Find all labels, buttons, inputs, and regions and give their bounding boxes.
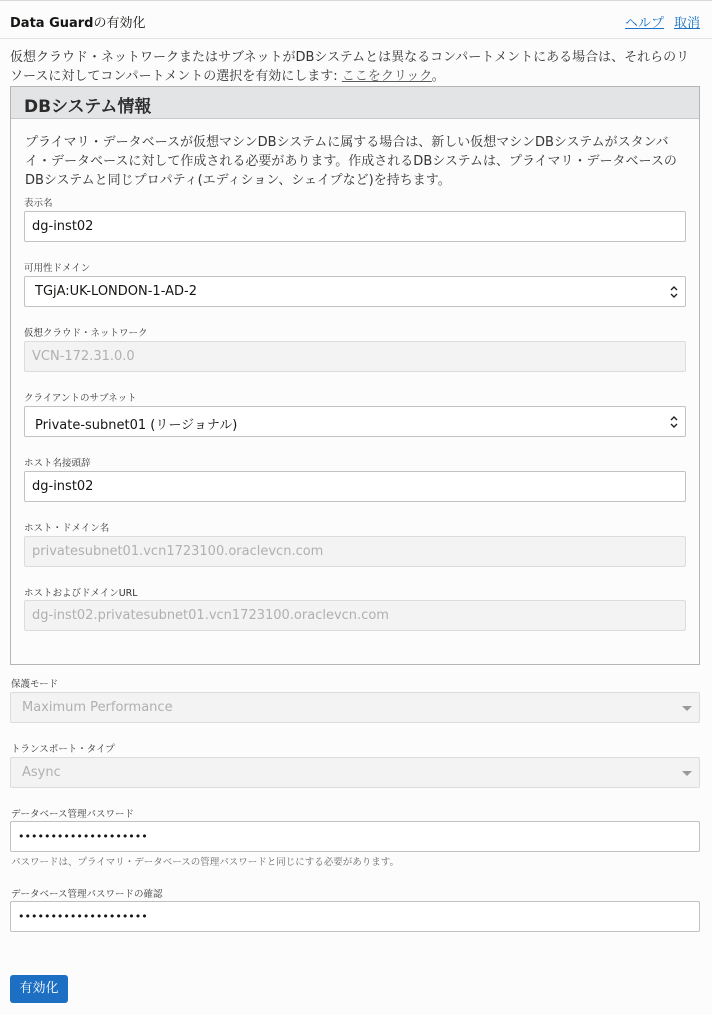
intro-text: 仮想クラウド・ネットワークまたはサブネットがDBシステムとは異なるコンパートメントにある場合は、それらのリソースに対してコンパートメントの選択を有効にします:	[10, 50, 690, 84]
display-name-input[interactable]: dg-inst02	[24, 211, 686, 242]
host-domain-url-field: dg-inst02.privatesubnet01.vcn1723100.oraclevcn.com	[24, 600, 686, 631]
availability-domain-select[interactable]	[24, 276, 686, 307]
dialog-title-bold: Data Guard	[10, 16, 94, 31]
caret-down-icon	[682, 706, 692, 711]
host-domain-url-label: ホストおよびドメインURL	[24, 588, 138, 599]
vcn-field: VCN-172.31.0.0	[24, 341, 686, 372]
admin-password-confirm-label: データベース管理パスワードの確認	[11, 889, 163, 900]
client-subnet-select[interactable]	[24, 406, 686, 437]
protection-mode-value: Maximum Performance	[22, 700, 173, 715]
help-link[interactable]: ヘルプ	[624, 16, 664, 31]
protection-mode-select	[10, 692, 700, 723]
dialog-title-rest: の有効化	[93, 16, 146, 31]
intro-suffix: 。	[431, 69, 445, 84]
header-links	[615, 12, 700, 31]
hostname-prefix-input[interactable]: dg-inst02	[24, 471, 686, 502]
vcn-label: 仮想クラウド・ネットワーク	[24, 328, 148, 339]
admin-password-input[interactable]: ••••••••••••••••••••	[10, 821, 700, 852]
client-subnet-label: クライアントのサブネット	[24, 393, 137, 404]
updown-chevron-icon	[669, 414, 679, 430]
db-system-panel	[10, 86, 700, 665]
caret-down-icon	[682, 771, 692, 776]
dialog-header	[0, 0, 712, 39]
cancel-link[interactable]: 取消	[673, 16, 700, 31]
panel-title: DBシステム情報	[11, 87, 699, 119]
availability-domain-label: 可用性ドメイン	[24, 263, 91, 274]
panel-description: プライマリ・データベースが仮想マシンDBシステムに属する場合は、新しい仮想マシンDBシステムがスタンバイ・データベースに対して作成される必要があります。作成されるDBシステムは、プライマリ・データベースのDBシステムと同じプロパティ(エディション、シェイプなど)を持ちます。	[25, 135, 677, 188]
dialog-title	[10, 12, 146, 31]
transport-type-select	[10, 757, 700, 788]
hostname-prefix-label: ホスト名接頭辞	[24, 458, 91, 469]
host-domain-label: ホスト・ドメイン名	[24, 523, 110, 534]
admin-password-hint: パスワードは、プライマリ・データベースの管理パスワードと同じにする必要があります。	[11, 857, 399, 868]
host-domain-field: privatesubnet01.vcn1723100.oraclevcn.com	[24, 536, 686, 567]
availability-domain-value: TGjA:UK-LONDON-1-AD-2	[35, 284, 197, 299]
admin-password-confirm-input[interactable]: ••••••••••••••••••••	[10, 901, 700, 932]
compartment-intro	[10, 48, 702, 86]
protection-mode-label: 保護モード	[11, 679, 59, 690]
transport-type-label: トランスポート・タイプ	[11, 744, 115, 755]
transport-type-value: Async	[22, 765, 61, 780]
client-subnet-value: Private-subnet01 (リージョナル)	[35, 418, 238, 433]
admin-password-label: データベース管理パスワード	[11, 809, 135, 820]
enable-button[interactable]: 有効化	[10, 975, 68, 1003]
updown-chevron-icon	[669, 284, 679, 300]
enable-compartment-link[interactable]: ここをクリック	[341, 69, 432, 84]
display-name-label: 表示名	[24, 198, 53, 209]
